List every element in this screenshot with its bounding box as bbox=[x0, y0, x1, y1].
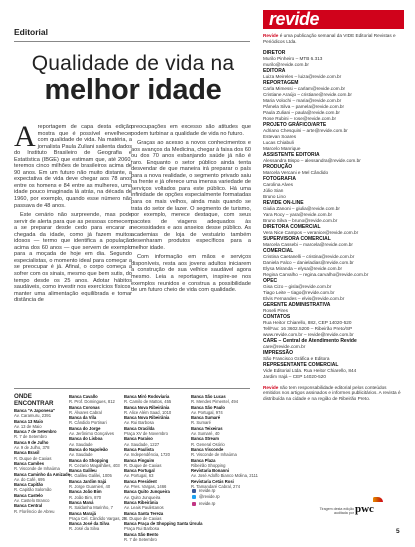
store-name: Banca 9 de Julho bbox=[14, 439, 49, 445]
twitter-link[interactable]: @revide.rp bbox=[192, 494, 220, 500]
store-name: Revistaria Bonanni bbox=[191, 468, 229, 474]
store-address: R. Capitão Salomão bbox=[14, 487, 52, 493]
store-address: Av. Portugal, 63 bbox=[124, 473, 154, 479]
store-name: Banca Paraíso bbox=[124, 436, 153, 442]
store-name: Banca Oracilda bbox=[124, 425, 155, 431]
store-address: Av. Rui Barbosa bbox=[124, 420, 154, 426]
masthead-line: Adriano Chesquini – arte@revide.com.br bbox=[263, 127, 348, 133]
twitter-icon bbox=[192, 495, 196, 499]
store-address: Av. Sumaré, 40 bbox=[191, 431, 220, 437]
store-address: R. Duque de Caxias bbox=[124, 462, 162, 468]
store-address: Av. Leais Paulistanos bbox=[124, 505, 164, 511]
store-address: R. Galileu Galilei, 1005 bbox=[69, 473, 112, 479]
masthead-line: murilo@revide.com.br bbox=[263, 61, 309, 67]
masthead-line: www.revide.com.br – revide@revide.com.br bbox=[263, 331, 354, 337]
store-address: Av. Saudade bbox=[69, 452, 93, 458]
where-to-find-heading: ONDE ENCONTRAR bbox=[14, 393, 54, 407]
store-address: R. Cezario Magalhães, 403 bbox=[69, 462, 120, 468]
store-name: Banca São Lucas bbox=[191, 394, 226, 399]
article-paragraph: Com informação em mãos e serviços disponíveis, resta aos jovens adultos iniciarem a construção de sua velhice saudável agora mesmo. Leia a reportagem, inspire-se nos exemplos reunidos e construa a possibilidade de um futuro cheio de vida com qualidade. bbox=[131, 254, 251, 294]
masthead-group-title: FOTOGRAFIA bbox=[263, 175, 296, 182]
store-address: R. Cândido Portinari bbox=[69, 420, 107, 426]
store-address: R. Alice Além Saad, 1010 bbox=[124, 409, 172, 415]
revide-logo: revide bbox=[263, 10, 404, 28]
divider bbox=[263, 28, 404, 29]
masthead-group-title: PRODUÇÃO bbox=[263, 163, 293, 170]
store-name: Banca Marajá bbox=[69, 510, 96, 516]
facebook-link[interactable]: revide.rp bbox=[192, 488, 220, 494]
masthead-group-title: GERENTE ADMINISTRATIVA bbox=[263, 301, 331, 308]
store-address: R. Tamandaré Cabral, 274 bbox=[191, 484, 241, 490]
masthead-line: Pâmela Silva – pamela@revide.com.br bbox=[263, 103, 345, 109]
masthead-line: Rua Heitor Chiarello, 882, CEP 14020-520 bbox=[263, 319, 352, 325]
masthead-group-title: SUPERVISORA COMERCIAL bbox=[263, 235, 331, 242]
masthead-line: Bruno Lino bbox=[263, 193, 286, 199]
masthead-line: São Francisco Gráfica e Editora bbox=[263, 355, 330, 361]
masthead-line: Alessandra Bispo – alessandra@revide.com.br bbox=[263, 157, 361, 163]
masthead-line: Marcelo Manrique bbox=[263, 145, 301, 151]
store-name: Banca José da Silva bbox=[69, 521, 110, 527]
disclaimer: Revide não tem responsabilidade editorial pelos conteúdos emitidos nos artigos assinados e informes publicitários. A revista é distribuída na cidade e na região de Ribeirão Preto. bbox=[263, 384, 401, 402]
masthead-line: Tel/Fax: 16 3602.5200 – Ribeirão Preto/SP bbox=[263, 325, 353, 331]
masthead-group-title: IMPRESSÃO bbox=[263, 349, 294, 356]
store-address: Av. Pres. Vargas, 1466 bbox=[124, 484, 167, 490]
masthead-group-title: DIRETORA COMERCIAL bbox=[263, 223, 321, 230]
store-name: Banca Teixeiras bbox=[191, 425, 223, 431]
masthead-line: Vide Editorial Ltda. Rua Heitor Chiarello, 844 bbox=[263, 367, 357, 373]
masthead-line: Rose Rubini – rose@revide.com.br bbox=[263, 115, 337, 121]
store-name: Banca São Paulo bbox=[191, 404, 225, 410]
store-name: Banca Nova Ribeirânia bbox=[124, 415, 170, 421]
masthead-line: Carla Mimessi – carlam@revide.com.br bbox=[263, 85, 346, 91]
pwc-logo-mark bbox=[373, 497, 383, 502]
article-column-2 bbox=[131, 124, 251, 297]
masthead-group-title: OPEC bbox=[263, 277, 278, 284]
store-name: Banca João Bim bbox=[69, 489, 102, 495]
masthead bbox=[263, 33, 405, 402]
page-number: 5 bbox=[396, 528, 400, 535]
store-name: Banca Maná bbox=[69, 499, 94, 505]
store-name: Banca Stream bbox=[191, 436, 219, 442]
masthead-line: Elysa Miranda – elysa@revide.com.br bbox=[263, 265, 343, 271]
section-label: Editorial bbox=[14, 27, 49, 37]
store-address: Praça XV de Novembro bbox=[124, 431, 168, 437]
store-address: R. Álvares Cabral bbox=[69, 409, 102, 415]
masthead-line: Luiza Meireles – luiza@revide.com.br bbox=[263, 73, 342, 79]
store-name: Banca Galileu bbox=[69, 468, 97, 474]
divider bbox=[14, 388, 250, 389]
store-address: Av. 13 de Maio bbox=[14, 423, 42, 429]
store-name: Banca Paulista bbox=[124, 446, 154, 452]
store-address: R. Prof. Domingues, 812 bbox=[69, 399, 115, 405]
store-address: Praça Rui Barbosa bbox=[124, 526, 160, 532]
masthead-group-title: COMERCIAL bbox=[263, 247, 294, 254]
store-list-col-4 bbox=[191, 394, 258, 489]
masthead-line: Regina Carvalho – regina.carvalho@revide.com.br bbox=[263, 271, 369, 277]
store-name: Banca do Napoleão bbox=[69, 446, 108, 452]
masthead-line: Cristiane Araújo – cristiane@revide.com.br bbox=[263, 91, 352, 97]
store-name: Revistaria Cetás Rosi bbox=[191, 478, 234, 484]
store-name: Banca Miró Rodovíaria bbox=[124, 394, 170, 399]
masthead-line: Marcela Vercani e Mel Cândido bbox=[263, 169, 329, 175]
masthead-group-title: EDITORA bbox=[263, 67, 286, 74]
store-name: Banca do Shopping bbox=[69, 457, 109, 463]
store-name: Banca Visconde bbox=[191, 446, 224, 452]
store-name: Banca Jardim Irajá bbox=[69, 478, 107, 484]
store-name: Banca Capitão bbox=[14, 482, 44, 488]
store-name: Banca "A Japonesa" bbox=[14, 408, 56, 413]
audit-note: Tiragem desta edição auditada por bbox=[319, 507, 354, 516]
store-address: R. Camilo de Mattos, 455 bbox=[124, 399, 172, 405]
masthead-group-title: CARE – Central de Atendimento Revide bbox=[263, 337, 357, 344]
facebook-icon bbox=[192, 489, 196, 493]
store-name: Banca Plaza bbox=[191, 457, 216, 463]
divider bbox=[14, 41, 250, 42]
store-address: R. Saldanha Marinho, 7 bbox=[69, 505, 113, 511]
masthead-line: Elvis Fernandes – elvis@revide.com.br bbox=[263, 295, 345, 301]
headline-line-1: Qualidade de vida na bbox=[31, 52, 235, 75]
store-name: Banca São Bento bbox=[124, 531, 159, 537]
masthead-line: Cristina Caetanelli – cristina@revide.com.br bbox=[263, 253, 355, 259]
masthead-line: Gisa Cizo – gisla@revide.com.br bbox=[263, 283, 332, 289]
store-address: R. Duque de Caxias bbox=[124, 515, 162, 521]
store-address: Av. Castelo Branco bbox=[14, 498, 50, 504]
store-name: Banca 7 de Setembro bbox=[14, 429, 57, 435]
store-address: R. Jorge Guarnieri, 40 bbox=[69, 484, 111, 490]
store-name: Banca Caminho da Amizade bbox=[14, 471, 70, 477]
article-paragraph: Graças ao acesso a novos conhecimentos e aos avanços da Medicina, chegar à faixa dos 60 ou dos 70 anos esbanjando saúde já não é raro. Enquanto o setor público ainda tenta desvendar de que maneira irá preparar o país para a nova realidade, o segmento privado saiu na frente e já oferece uma imensa variedade de serviços voltados para este público. Há uma infinidade de opções especialmente formatadas para os mais velhos, ainda mais quando se trata do setor de lazer. O segmento de turismo, por exemplo, merece destaque, com seus pacotes de viagens adequados às necessidades e aos anseios desse público. As academias de loja de vestuário também desenharam produtos específicos para a melhor idade. bbox=[131, 140, 251, 251]
store-name: Banca President bbox=[124, 478, 157, 484]
store-address: Av. do Café, 695 bbox=[14, 476, 45, 482]
store-name: Banca do Jorge bbox=[69, 425, 101, 431]
pwc-logo: pwc bbox=[355, 503, 374, 515]
store-name: Banca Coronas bbox=[69, 404, 100, 410]
masthead-group-title: REVIDE ON-LINE bbox=[263, 199, 304, 206]
store-address: Av. Saudade bbox=[69, 441, 93, 447]
store-name: Banca Camões bbox=[14, 460, 45, 466]
store-address: R. Florêncio de Abreu bbox=[14, 508, 55, 514]
masthead-line: Estevan Soares bbox=[263, 133, 297, 139]
store-name: Banca Nova Ribeirânia bbox=[124, 404, 170, 410]
store-address: R. General Osório bbox=[191, 441, 225, 447]
masthead-line: Jardim Irajá – CEP 14020-520 bbox=[263, 373, 326, 379]
masthead-intro: Revide é uma publicação semanal da VIDE Editorial Revistas e Periódicos Ltda. bbox=[263, 33, 396, 44]
store-address: Av. José Adolfo Bianco Molina, 2111 bbox=[191, 473, 258, 479]
masthead-group-title: ASSISTENTE EDITORIA bbox=[263, 151, 320, 158]
store-address: Av. Saudade, 1227 bbox=[124, 441, 160, 447]
masthead-line: Vera Nice Campos – veranice@revide.com.br bbox=[263, 229, 359, 235]
store-address: R. Visconde de Inhaúma bbox=[191, 452, 237, 458]
store-address: R. Mendes Pimentel, 494 bbox=[191, 399, 239, 405]
masthead-group-title: CONTATOS bbox=[263, 313, 291, 320]
masthead-line: Júlio Sian bbox=[263, 187, 284, 193]
dropcap: A bbox=[14, 120, 36, 153]
masthead-group-title: DIRETOR bbox=[263, 49, 286, 56]
store-address: Praça Cel. Cândido Vargas, 25 bbox=[69, 515, 127, 521]
store-address: R. José da Silva bbox=[69, 526, 100, 532]
masthead-line: Daniela Falco – danieladias@revide.com.br bbox=[263, 259, 354, 265]
store-address: Ribeirão Shopping bbox=[191, 462, 226, 468]
store-name: Banca Pinguim bbox=[124, 457, 155, 463]
store-name: Banca Brasil bbox=[14, 450, 40, 456]
masthead-line: care@revide.com.br bbox=[263, 343, 306, 349]
store-name: Banca do Lisboa bbox=[69, 436, 103, 442]
masthead-group-title: REPORTAGEM bbox=[263, 79, 299, 86]
store-address: R. João Bim, 870 bbox=[69, 494, 102, 500]
article-column-1 bbox=[14, 120, 132, 307]
masthead-line: Murilo Pinheiro – MTB 6.313 bbox=[263, 55, 323, 61]
store-name: Banca Cavallo bbox=[69, 394, 98, 399]
masthead-line: Maria Volochi – maria@revide.com.br bbox=[263, 97, 342, 103]
masthead-line: Lucas Chiabuli bbox=[263, 139, 294, 145]
article-paragraph: preocupações em excesso são atitudes que podem turbinar a qualidade de vida no futuro. bbox=[131, 124, 251, 137]
masthead-line: Roseli Pires bbox=[263, 307, 289, 313]
store-address: R. Duque de Caxias bbox=[14, 455, 52, 461]
headline-line-2: melhor idade bbox=[44, 74, 222, 106]
masthead-line: Marcela Cassebi – marcela@revide.com.br bbox=[263, 241, 353, 247]
store-address: R. Visconde de Inhaúma bbox=[14, 466, 60, 472]
instagram-link[interactable]: revide.rp bbox=[192, 501, 220, 507]
store-address: Av. Quito Junqueira bbox=[124, 494, 161, 500]
masthead-line: Giulia Zanoni – giulia@revide.com.br bbox=[263, 205, 340, 211]
store-name: Banca da Vila bbox=[69, 415, 97, 421]
masthead-line: Paula Zuliani – paula@revide.com.br bbox=[263, 109, 340, 115]
article-paragraph: Este cenário não surpreende, mas pode servir de alerta para que as pessoas comecem a se preparar desde cedo para encarar a chegada da idade, como já fazem muitos idosos — termo que identifica a população acima dos 60 anos — que servem de exemplo para a moçada de hoje em dia. Segundo especialistas, o momento ideal para começar a se preocupar é já. Afinal, o corpo começa a sofrer com os sinais, mesmo que bem sutis, do tempo desde os 25 anos. Adotar hábitos saudáveis, como investir nos exercícios físicos, manter uma alimentação equilibrada e tomar distância de bbox=[14, 212, 132, 304]
store-name: Banca Santa Tereza bbox=[124, 510, 164, 516]
masthead-line: Tiago Leite – tiago@revide.com.br bbox=[263, 289, 335, 295]
masthead-group-title: PROJETO GRÁFICO/ARTE bbox=[263, 121, 327, 128]
where-to-find bbox=[14, 390, 258, 543]
masthead-line: Yara Rocy – yara@revide.com.br bbox=[263, 211, 333, 217]
store-name: Banca Castelo bbox=[14, 492, 43, 498]
store-address: R. Sumaré bbox=[191, 420, 212, 426]
store-name: Banca Praça de Shopping Santa Úrsula bbox=[124, 521, 203, 527]
store-name: Banca Sumaré bbox=[191, 415, 221, 421]
store-address: Av. Portugal, 974 bbox=[191, 409, 223, 415]
masthead-group-title: REPRESENTANTE COMERCIAL bbox=[263, 361, 339, 368]
store-name: Banca Portugal bbox=[124, 468, 155, 474]
instagram-icon bbox=[192, 502, 196, 506]
masthead-line: Carolina Alves bbox=[263, 181, 293, 187]
store-name: Banca 13 Maio bbox=[14, 418, 44, 424]
store-list-col-1 bbox=[14, 408, 70, 514]
store-name: Banca Quito Junqueira bbox=[124, 489, 170, 495]
store-name: Banca Ribeirânia bbox=[124, 499, 158, 505]
masthead-line: Bruno Silva – bruno@revide.com.br bbox=[263, 217, 338, 223]
article-paragraph: Areportagem de capa desta edição mostra que é possível envelhecer com qualidade de vida. Na matéria, a jornalista Paula Zuliani salienta dados do Instituto Brasileiro de Geografia e Estatística (IBGE) que estimam que, até 2060, teremos cinco milhões de brasileiros acima de 90 anos. Em um futuro não muito distante, a expectativa de vida deve chegar aos 78 anos entre os homens e 84 entre as mulheres, uma idade pouco imaginada lá atrás, na década de 1960, por exemplo, quando esse número não passava de 48 anos. bbox=[14, 120, 132, 209]
store-address: Av. Jerônimo Gonçalves bbox=[69, 431, 114, 437]
store-address: R. 7 de Setembro bbox=[14, 434, 47, 440]
store-list-col-2 bbox=[69, 394, 126, 532]
social-links bbox=[192, 488, 220, 507]
store-address: R. 7 de Setembro bbox=[124, 537, 157, 543]
store-name: Banca Central bbox=[14, 503, 43, 509]
store-address: Av. 9 de Julho, 378 bbox=[14, 445, 50, 451]
store-address: Av. Independência, 1720 bbox=[124, 452, 170, 458]
store-address: Av. Caramuru, 2391 bbox=[14, 413, 52, 419]
